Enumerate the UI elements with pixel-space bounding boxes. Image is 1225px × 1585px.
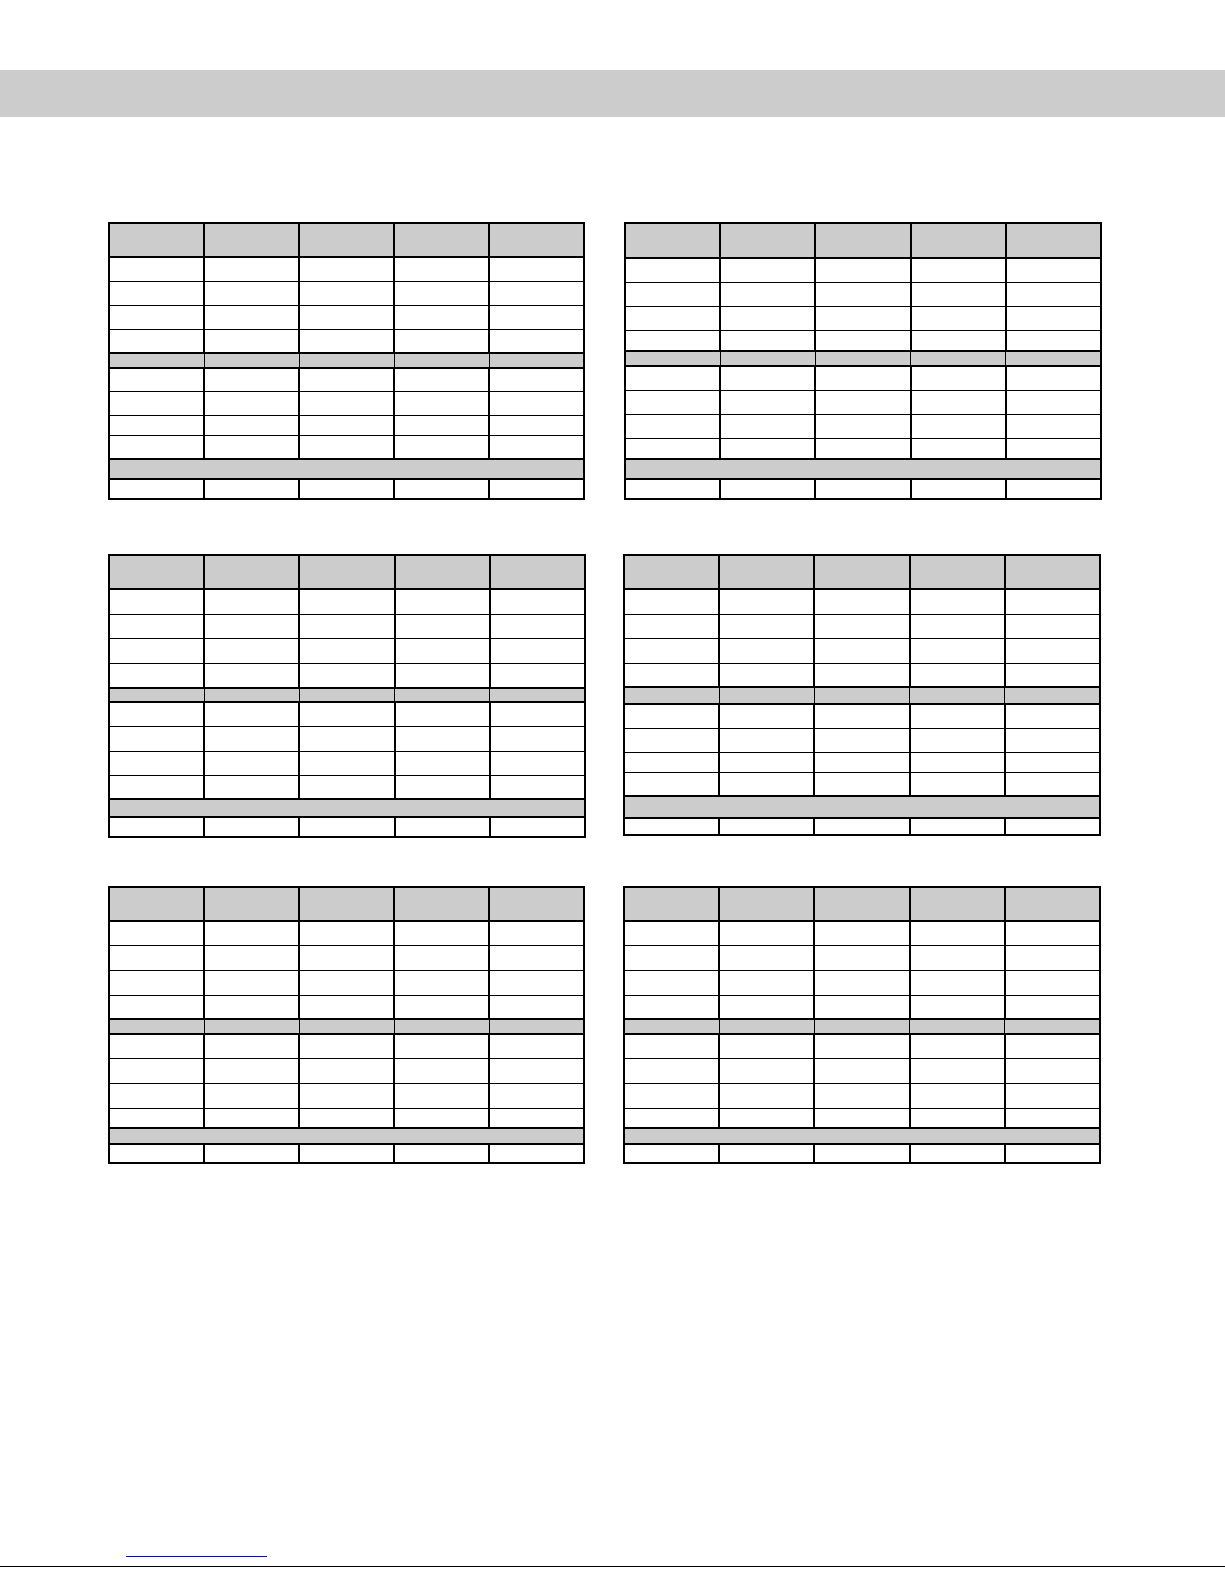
table-header-row <box>109 223 584 257</box>
table-row <box>625 439 1101 459</box>
table-row <box>109 305 584 329</box>
grid-table-5 <box>108 886 585 1164</box>
table-header-row <box>109 555 585 589</box>
table-row <box>624 638 1100 663</box>
table-row <box>624 946 1100 971</box>
table-row <box>109 664 585 688</box>
table-row <box>109 726 585 751</box>
table-row <box>624 1144 1100 1163</box>
table-row <box>625 479 1101 499</box>
table-header-row <box>109 887 584 921</box>
table-header-row <box>625 223 1101 258</box>
table-row <box>624 1034 1100 1059</box>
table-row <box>109 589 585 614</box>
table-row <box>109 1059 584 1084</box>
table-row <box>109 416 584 436</box>
table-row <box>109 257 584 281</box>
table-header-row <box>624 555 1100 589</box>
grid-table-2 <box>624 222 1102 500</box>
table-row <box>625 282 1101 306</box>
table-row <box>109 921 584 946</box>
shaded-full-row <box>109 459 584 479</box>
shaded-band-row <box>109 1019 584 1033</box>
table-header-row <box>624 887 1100 921</box>
table-row <box>109 281 584 305</box>
table-row <box>109 996 584 1020</box>
table-row <box>624 1059 1100 1084</box>
grid-table-3 <box>108 554 586 838</box>
table-row <box>625 307 1101 331</box>
table-row <box>109 702 585 726</box>
table-row <box>109 1144 584 1163</box>
shaded-band-row <box>109 688 585 703</box>
shaded-band-row <box>624 687 1100 704</box>
table-row <box>625 258 1101 282</box>
shaded-full-row <box>624 796 1100 818</box>
table-row <box>109 615 585 639</box>
table-row <box>109 775 585 799</box>
table-row <box>109 1108 584 1128</box>
table-row <box>625 331 1101 351</box>
table-row <box>625 390 1101 414</box>
shaded-band-row <box>109 353 584 368</box>
shaded-band-row <box>625 351 1101 366</box>
table-row <box>109 817 585 837</box>
table-row <box>625 414 1101 438</box>
table-row <box>109 479 584 499</box>
table-row <box>109 368 584 392</box>
footer-rule <box>0 1566 1225 1567</box>
shaded-full-row <box>624 1128 1100 1145</box>
shaded-full-row <box>625 459 1101 479</box>
table-row <box>624 1108 1100 1128</box>
table-row <box>624 704 1100 729</box>
table-row <box>624 589 1100 614</box>
table-row <box>109 1034 584 1059</box>
table-row <box>624 614 1100 638</box>
shaded-full-row <box>109 799 585 817</box>
table-row <box>109 639 585 664</box>
table-row <box>624 729 1100 753</box>
table-row <box>109 971 584 996</box>
table-row <box>624 996 1100 1020</box>
table-row <box>109 329 584 353</box>
table-row <box>624 753 1100 773</box>
grid-table-6 <box>623 886 1101 1164</box>
header-band <box>0 70 1225 117</box>
table-row <box>109 392 584 416</box>
table-row <box>109 435 584 459</box>
table-row <box>624 818 1100 835</box>
footer-link-underline[interactable] <box>126 1556 267 1557</box>
shaded-full-row <box>109 1128 584 1145</box>
shaded-band-row <box>624 1019 1100 1033</box>
grid-table-4 <box>623 554 1101 836</box>
table-row <box>624 971 1100 996</box>
table-row <box>625 366 1101 390</box>
table-row <box>624 1083 1100 1108</box>
table-row <box>109 946 584 971</box>
grid-table-1 <box>108 222 585 500</box>
table-row <box>624 772 1100 796</box>
table-row <box>109 1083 584 1108</box>
table-row <box>624 921 1100 946</box>
table-row <box>624 663 1100 687</box>
table-row <box>109 751 585 775</box>
